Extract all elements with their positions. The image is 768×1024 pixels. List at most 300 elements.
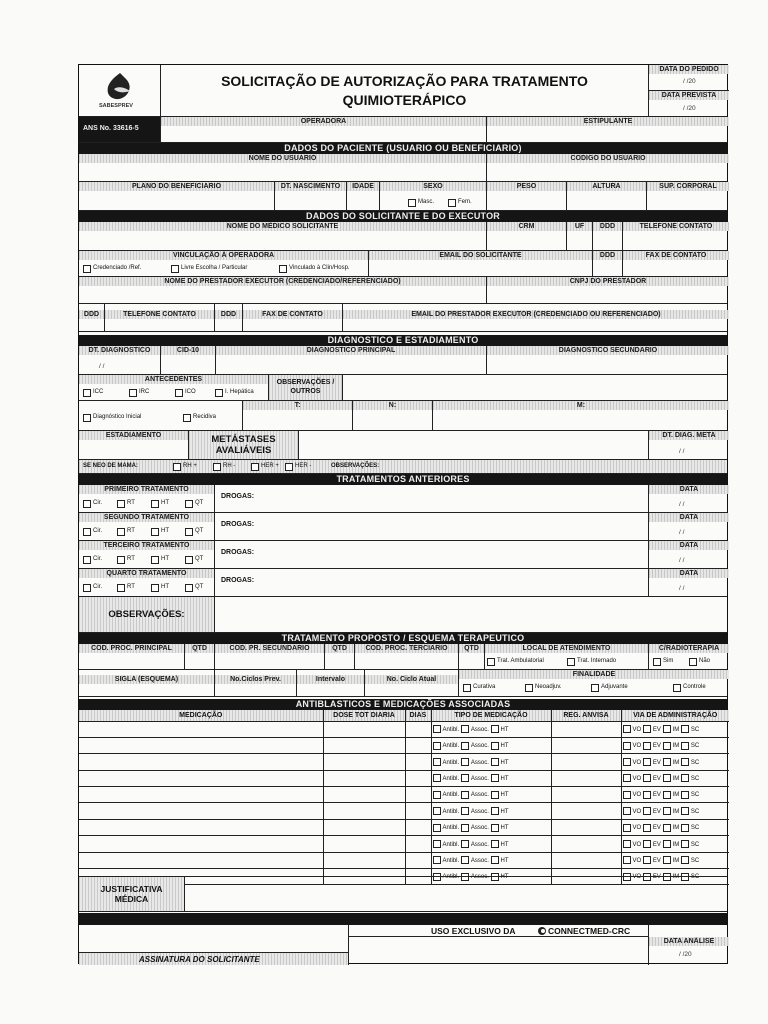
im-checkbox[interactable] xyxy=(663,758,671,766)
vo-option[interactable] xyxy=(623,858,642,864)
assoc-checkbox[interactable] xyxy=(461,742,469,750)
prestador-field[interactable] xyxy=(79,277,487,303)
qtd2-field[interactable] xyxy=(325,644,355,669)
irc-checkbox[interactable] xyxy=(129,389,137,397)
ht-checkbox[interactable] xyxy=(151,584,159,592)
cod2-field[interactable] xyxy=(215,644,325,669)
antibl-option[interactable] xyxy=(433,809,460,815)
ico-option[interactable] xyxy=(175,388,196,398)
ev-checkbox[interactable] xyxy=(643,840,651,848)
sc-option[interactable] xyxy=(681,776,699,782)
inicial-checkbox[interactable] xyxy=(83,414,91,422)
ciclos-field[interactable] xyxy=(215,670,297,696)
im-checkbox[interactable] xyxy=(663,742,671,750)
assoc-option[interactable] xyxy=(461,858,489,864)
sc-option[interactable] xyxy=(681,858,699,864)
fem-checkbox[interactable] xyxy=(448,199,456,207)
reg-cell[interactable] xyxy=(551,787,621,803)
im-option[interactable] xyxy=(663,842,680,848)
ev-checkbox[interactable] xyxy=(643,824,651,832)
telefone2-field[interactable] xyxy=(105,304,215,331)
cod1-field[interactable] xyxy=(79,644,185,669)
assoc-checkbox[interactable] xyxy=(461,725,469,733)
rt-checkbox[interactable] xyxy=(117,584,125,592)
antibl-checkbox[interactable] xyxy=(433,742,441,750)
sc-option[interactable] xyxy=(681,842,699,848)
cir-option[interactable] xyxy=(83,583,102,593)
curativa-checkbox[interactable] xyxy=(463,684,471,692)
ev-checkbox[interactable] xyxy=(643,791,651,799)
vo-option[interactable] xyxy=(623,825,642,831)
diag-secundario-field[interactable] xyxy=(487,346,729,374)
reg-cell[interactable] xyxy=(551,737,621,753)
ht-option[interactable] xyxy=(491,743,509,749)
qtd1-field[interactable] xyxy=(185,644,215,669)
reg-cell[interactable] xyxy=(551,754,621,770)
vo-option[interactable] xyxy=(623,842,642,848)
dias-cell[interactable] xyxy=(405,721,431,737)
obs-outros-field[interactable] xyxy=(343,375,729,400)
assoc-option[interactable] xyxy=(461,825,489,831)
cir-checkbox[interactable] xyxy=(83,556,91,564)
ddd3-field[interactable] xyxy=(79,304,105,331)
diag-principal-field[interactable] xyxy=(216,346,487,374)
dose-cell[interactable] xyxy=(323,836,405,852)
assoc-checkbox[interactable] xyxy=(461,791,469,799)
uf-field[interactable] xyxy=(567,222,593,250)
ht-checkbox[interactable] xyxy=(491,824,499,832)
her-neg-checkbox[interactable] xyxy=(285,463,293,471)
antibl-option[interactable] xyxy=(433,743,460,749)
antibl-checkbox[interactable] xyxy=(433,824,441,832)
dias-cell[interactable] xyxy=(405,754,431,770)
rh-pos-option[interactable] xyxy=(173,462,197,472)
ev-checkbox[interactable] xyxy=(643,725,651,733)
telefone-field[interactable] xyxy=(623,222,729,250)
ddd4-field[interactable] xyxy=(215,304,243,331)
ddd2-field[interactable] xyxy=(593,251,623,276)
neoadj-option[interactable] xyxy=(525,683,562,693)
sexo-fem-option[interactable] xyxy=(448,198,472,208)
vinc-credenciado-option[interactable] xyxy=(83,264,141,274)
fax2-field[interactable] xyxy=(243,304,343,331)
codigo-usuario-field[interactable] xyxy=(487,154,729,181)
reg-cell[interactable] xyxy=(551,836,621,852)
cir-option[interactable] xyxy=(83,555,102,565)
vo-option[interactable] xyxy=(623,792,642,798)
im-checkbox[interactable] xyxy=(663,774,671,782)
assoc-checkbox[interactable] xyxy=(461,856,469,864)
cir-option[interactable] xyxy=(83,499,102,509)
qt-option[interactable] xyxy=(185,555,203,565)
medicacao-cell[interactable] xyxy=(79,787,323,803)
assoc-checkbox[interactable] xyxy=(461,807,469,815)
medicacao-cell[interactable] xyxy=(79,803,323,819)
reg-cell[interactable] xyxy=(551,770,621,786)
dose-cell[interactable] xyxy=(323,770,405,786)
data-field[interactable] xyxy=(649,513,729,540)
data-pedido-field[interactable]: / /20 xyxy=(683,78,696,85)
icc-option[interactable] xyxy=(83,388,103,398)
assoc-option[interactable] xyxy=(461,727,489,733)
im-option[interactable] xyxy=(663,760,680,766)
ev-option[interactable] xyxy=(643,743,661,749)
amb-option[interactable] xyxy=(487,657,544,667)
estipulante-field[interactable] xyxy=(487,117,729,142)
dose-cell[interactable] xyxy=(323,803,405,819)
im-option[interactable] xyxy=(663,825,680,831)
ht-checkbox[interactable] xyxy=(491,774,499,782)
ciclo-atual-field[interactable] xyxy=(365,670,459,696)
antibl-option[interactable] xyxy=(433,760,460,766)
int-checkbox[interactable] xyxy=(567,658,575,666)
rh-pos-checkbox[interactable] xyxy=(173,463,181,471)
sc-option[interactable] xyxy=(681,792,699,798)
im-option[interactable] xyxy=(663,727,680,733)
credenciado-checkbox[interactable] xyxy=(83,265,91,273)
ht-option[interactable] xyxy=(491,825,509,831)
sup-corporal-field[interactable] xyxy=(647,182,729,210)
sc-option[interactable] xyxy=(681,727,699,733)
reg-cell[interactable] xyxy=(551,721,621,737)
ht-checkbox[interactable] xyxy=(491,856,499,864)
assoc-checkbox[interactable] xyxy=(461,774,469,782)
antibl-checkbox[interactable] xyxy=(433,774,441,782)
vinc-vinculado-option[interactable] xyxy=(279,264,350,274)
ht-option[interactable] xyxy=(491,792,509,798)
ev-checkbox[interactable] xyxy=(643,856,651,864)
her-pos-option[interactable] xyxy=(251,462,279,472)
m-field[interactable] xyxy=(433,401,729,430)
dt-meta-field[interactable] xyxy=(649,431,729,459)
dose-cell[interactable] xyxy=(323,787,405,803)
cir-option[interactable] xyxy=(83,527,102,537)
idade-field[interactable] xyxy=(347,182,380,210)
assoc-option[interactable] xyxy=(461,776,489,782)
vo-option[interactable] xyxy=(623,776,642,782)
ht-option[interactable] xyxy=(491,776,509,782)
rt-option[interactable] xyxy=(117,527,135,537)
dias-cell[interactable] xyxy=(405,836,431,852)
dose-cell[interactable] xyxy=(323,754,405,770)
drogas-field[interactable] xyxy=(215,513,649,540)
dias-cell[interactable] xyxy=(405,787,431,803)
hepatica-checkbox[interactable] xyxy=(215,389,223,397)
sc-checkbox[interactable] xyxy=(681,856,689,864)
nascimento-field[interactable] xyxy=(275,182,347,210)
assinatura-box[interactable] xyxy=(79,925,349,965)
n-field[interactable] xyxy=(353,401,433,430)
vo-option[interactable] xyxy=(623,743,642,749)
cir-checkbox[interactable] xyxy=(83,528,91,536)
sc-checkbox[interactable] xyxy=(681,774,689,782)
ht-option[interactable] xyxy=(151,499,169,509)
vo-option[interactable] xyxy=(623,760,642,766)
cir-checkbox[interactable] xyxy=(83,584,91,592)
im-checkbox[interactable] xyxy=(663,725,671,733)
medicacao-cell[interactable] xyxy=(79,754,323,770)
recidiva-checkbox[interactable] xyxy=(183,414,191,422)
antibl-option[interactable] xyxy=(433,858,460,864)
ht-option[interactable] xyxy=(151,555,169,565)
vo-option[interactable] xyxy=(623,809,642,815)
ht-checkbox[interactable] xyxy=(491,791,499,799)
adjuvante-option[interactable] xyxy=(591,683,628,693)
ht-option[interactable] xyxy=(491,727,509,733)
crm-field[interactable] xyxy=(487,222,567,250)
controle-option[interactable] xyxy=(673,683,706,693)
sexo-masc-option[interactable] xyxy=(408,198,434,208)
amb-checkbox[interactable] xyxy=(487,658,495,666)
qt-option[interactable] xyxy=(185,583,203,593)
email-prestador-field[interactable] xyxy=(343,304,729,331)
inicial-option[interactable] xyxy=(83,413,141,423)
controle-checkbox[interactable] xyxy=(673,684,681,692)
reg-cell[interactable] xyxy=(551,803,621,819)
ev-option[interactable] xyxy=(643,809,661,815)
vo-checkbox[interactable] xyxy=(623,791,631,799)
fax-field[interactable] xyxy=(623,251,729,276)
drogas-field[interactable] xyxy=(215,485,649,512)
vo-option[interactable] xyxy=(623,727,642,733)
assoc-option[interactable] xyxy=(461,760,489,766)
antibl-checkbox[interactable] xyxy=(433,840,441,848)
sc-checkbox[interactable] xyxy=(681,807,689,815)
ht-option[interactable] xyxy=(491,809,509,815)
qt-option[interactable] xyxy=(185,527,203,537)
assoc-option[interactable] xyxy=(461,743,489,749)
im-option[interactable] xyxy=(663,809,680,815)
cid-field[interactable] xyxy=(161,346,216,374)
masc-checkbox[interactable] xyxy=(408,199,416,207)
ev-option[interactable] xyxy=(643,727,661,733)
cir-checkbox[interactable] xyxy=(83,500,91,508)
ht-checkbox[interactable] xyxy=(151,556,159,564)
ev-option[interactable] xyxy=(643,760,661,766)
ht-checkbox[interactable] xyxy=(491,807,499,815)
rt-option[interactable] xyxy=(117,583,135,593)
ev-option[interactable] xyxy=(643,858,661,864)
ht-checkbox[interactable] xyxy=(491,742,499,750)
vo-checkbox[interactable] xyxy=(623,824,631,832)
nao-checkbox[interactable] xyxy=(689,658,697,666)
sim-checkbox[interactable] xyxy=(653,658,661,666)
assoc-option[interactable] xyxy=(461,809,489,815)
medicacao-cell[interactable] xyxy=(79,836,323,852)
medicacao-cell[interactable] xyxy=(79,737,323,753)
antibl-checkbox[interactable] xyxy=(433,791,441,799)
ev-checkbox[interactable] xyxy=(643,742,651,750)
ev-checkbox[interactable] xyxy=(643,807,651,815)
dias-cell[interactable] xyxy=(405,770,431,786)
antibl-checkbox[interactable] xyxy=(433,807,441,815)
rt-option[interactable] xyxy=(117,555,135,565)
nao-option[interactable] xyxy=(689,657,710,667)
qt-checkbox[interactable] xyxy=(185,500,193,508)
rt-checkbox[interactable] xyxy=(117,500,125,508)
dias-cell[interactable] xyxy=(405,819,431,835)
sc-option[interactable] xyxy=(681,743,699,749)
vinculado-checkbox[interactable] xyxy=(279,265,287,273)
her-pos-checkbox[interactable] xyxy=(251,463,259,471)
im-option[interactable] xyxy=(663,858,680,864)
nome-medico-field[interactable] xyxy=(79,222,487,250)
qt-checkbox[interactable] xyxy=(185,528,193,536)
livre-checkbox[interactable] xyxy=(171,265,179,273)
antibl-checkbox[interactable] xyxy=(433,758,441,766)
vo-checkbox[interactable] xyxy=(623,807,631,815)
ev-option[interactable] xyxy=(643,825,661,831)
drogas-field[interactable] xyxy=(215,541,649,568)
antibl-option[interactable] xyxy=(433,792,460,798)
ht-option[interactable] xyxy=(491,842,509,848)
nome-usuario-field[interactable] xyxy=(79,154,487,181)
ev-checkbox[interactable] xyxy=(643,774,651,782)
assoc-option[interactable] xyxy=(461,842,489,848)
im-checkbox[interactable] xyxy=(663,856,671,864)
assoc-checkbox[interactable] xyxy=(461,840,469,848)
rt-checkbox[interactable] xyxy=(117,556,125,564)
dose-cell[interactable] xyxy=(323,721,405,737)
dias-cell[interactable] xyxy=(405,803,431,819)
medicacao-cell[interactable] xyxy=(79,721,323,737)
ht-checkbox[interactable] xyxy=(151,500,159,508)
medicacao-cell[interactable] xyxy=(79,852,323,868)
sc-checkbox[interactable] xyxy=(681,840,689,848)
ev-option[interactable] xyxy=(643,842,661,848)
medicacao-cell[interactable] xyxy=(79,819,323,835)
altura-field[interactable] xyxy=(567,182,647,210)
sc-option[interactable] xyxy=(681,809,699,815)
im-option[interactable] xyxy=(663,743,680,749)
vinc-livre-option[interactable] xyxy=(171,264,247,274)
dt-diagnostico-field[interactable] xyxy=(79,346,161,374)
im-option[interactable] xyxy=(663,776,680,782)
cod3-field[interactable] xyxy=(355,644,459,669)
qt-checkbox[interactable] xyxy=(185,584,193,592)
int-option[interactable] xyxy=(567,657,616,667)
dias-cell[interactable] xyxy=(405,737,431,753)
estadiamento-field[interactable] xyxy=(79,431,189,459)
vo-checkbox[interactable] xyxy=(623,856,631,864)
drogas-field[interactable] xyxy=(215,569,649,596)
data-analise-box[interactable] xyxy=(649,925,729,965)
medicacao-cell[interactable] xyxy=(79,770,323,786)
im-checkbox[interactable] xyxy=(663,840,671,848)
irc-option[interactable] xyxy=(129,388,149,398)
sigla-field[interactable] xyxy=(79,670,215,696)
assoc-checkbox[interactable] xyxy=(461,758,469,766)
antibl-option[interactable] xyxy=(433,727,460,733)
assoc-checkbox[interactable] xyxy=(461,824,469,832)
rh-neg-option[interactable] xyxy=(213,462,235,472)
recidiva-option[interactable] xyxy=(183,413,216,423)
operadora-field[interactable] xyxy=(161,117,487,142)
data-prevista-field[interactable]: / /20 xyxy=(683,105,696,112)
sc-checkbox[interactable] xyxy=(681,758,689,766)
antibl-option[interactable] xyxy=(433,825,460,831)
sc-checkbox[interactable] xyxy=(681,742,689,750)
ht-checkbox[interactable] xyxy=(151,528,159,536)
adjuvante-checkbox[interactable] xyxy=(591,684,599,692)
antibl-checkbox[interactable] xyxy=(433,725,441,733)
im-checkbox[interactable] xyxy=(663,824,671,832)
dose-cell[interactable] xyxy=(323,852,405,868)
antibl-option[interactable] xyxy=(433,776,460,782)
dose-cell[interactable] xyxy=(323,819,405,835)
ht-checkbox[interactable] xyxy=(491,840,499,848)
sim-option[interactable] xyxy=(653,657,673,667)
sc-checkbox[interactable] xyxy=(681,791,689,799)
sc-option[interactable] xyxy=(681,760,699,766)
her-neg-option[interactable] xyxy=(285,462,311,472)
dose-cell[interactable] xyxy=(323,737,405,753)
ev-option[interactable] xyxy=(643,776,661,782)
qt-option[interactable] xyxy=(185,499,203,509)
dias-cell[interactable] xyxy=(405,852,431,868)
antibl-option[interactable] xyxy=(433,842,460,848)
ddd-field[interactable] xyxy=(593,222,623,250)
ht-checkbox[interactable] xyxy=(491,758,499,766)
rt-option[interactable] xyxy=(117,499,135,509)
reg-cell[interactable] xyxy=(551,852,621,868)
qt-checkbox[interactable] xyxy=(185,556,193,564)
rh-neg-checkbox[interactable] xyxy=(213,463,221,471)
vo-checkbox[interactable] xyxy=(623,758,631,766)
vo-checkbox[interactable] xyxy=(623,840,631,848)
curativa-option[interactable] xyxy=(463,683,495,693)
data-field[interactable] xyxy=(649,485,729,512)
ev-option[interactable] xyxy=(643,792,661,798)
vo-checkbox[interactable] xyxy=(623,774,631,782)
im-checkbox[interactable] xyxy=(663,807,671,815)
cnpj-field[interactable] xyxy=(487,277,729,303)
plano-field[interactable] xyxy=(79,182,275,210)
ht-option[interactable] xyxy=(151,583,169,593)
im-checkbox[interactable] xyxy=(663,791,671,799)
sc-option[interactable] xyxy=(681,825,699,831)
neoadj-checkbox[interactable] xyxy=(525,684,533,692)
hepatica-option[interactable] xyxy=(215,388,254,398)
ht-option[interactable] xyxy=(491,858,509,864)
ht-checkbox[interactable] xyxy=(491,725,499,733)
metastases-field[interactable] xyxy=(299,431,649,459)
email-solicitante-field[interactable] xyxy=(369,251,593,276)
rt-checkbox[interactable] xyxy=(117,528,125,536)
sc-checkbox[interactable] xyxy=(681,725,689,733)
data-field[interactable] xyxy=(649,541,729,568)
justificativa-field[interactable] xyxy=(185,877,729,911)
t-field[interactable] xyxy=(243,401,353,430)
qtd3-field[interactable] xyxy=(459,644,485,669)
anteriores-obs-field[interactable] xyxy=(215,597,729,632)
sc-checkbox[interactable] xyxy=(681,824,689,832)
ev-checkbox[interactable] xyxy=(643,758,651,766)
ht-option[interactable] xyxy=(151,527,169,537)
assoc-option[interactable] xyxy=(461,792,489,798)
antibl-checkbox[interactable] xyxy=(433,856,441,864)
peso-field[interactable] xyxy=(487,182,567,210)
icc-checkbox[interactable] xyxy=(83,389,91,397)
im-option[interactable] xyxy=(663,792,680,798)
ht-option[interactable] xyxy=(491,760,509,766)
reg-cell[interactable] xyxy=(551,819,621,835)
vo-checkbox[interactable] xyxy=(623,742,631,750)
ico-checkbox[interactable] xyxy=(175,389,183,397)
intervalo-field[interactable] xyxy=(297,670,365,696)
data-field[interactable] xyxy=(649,569,729,596)
vo-checkbox[interactable] xyxy=(623,725,631,733)
